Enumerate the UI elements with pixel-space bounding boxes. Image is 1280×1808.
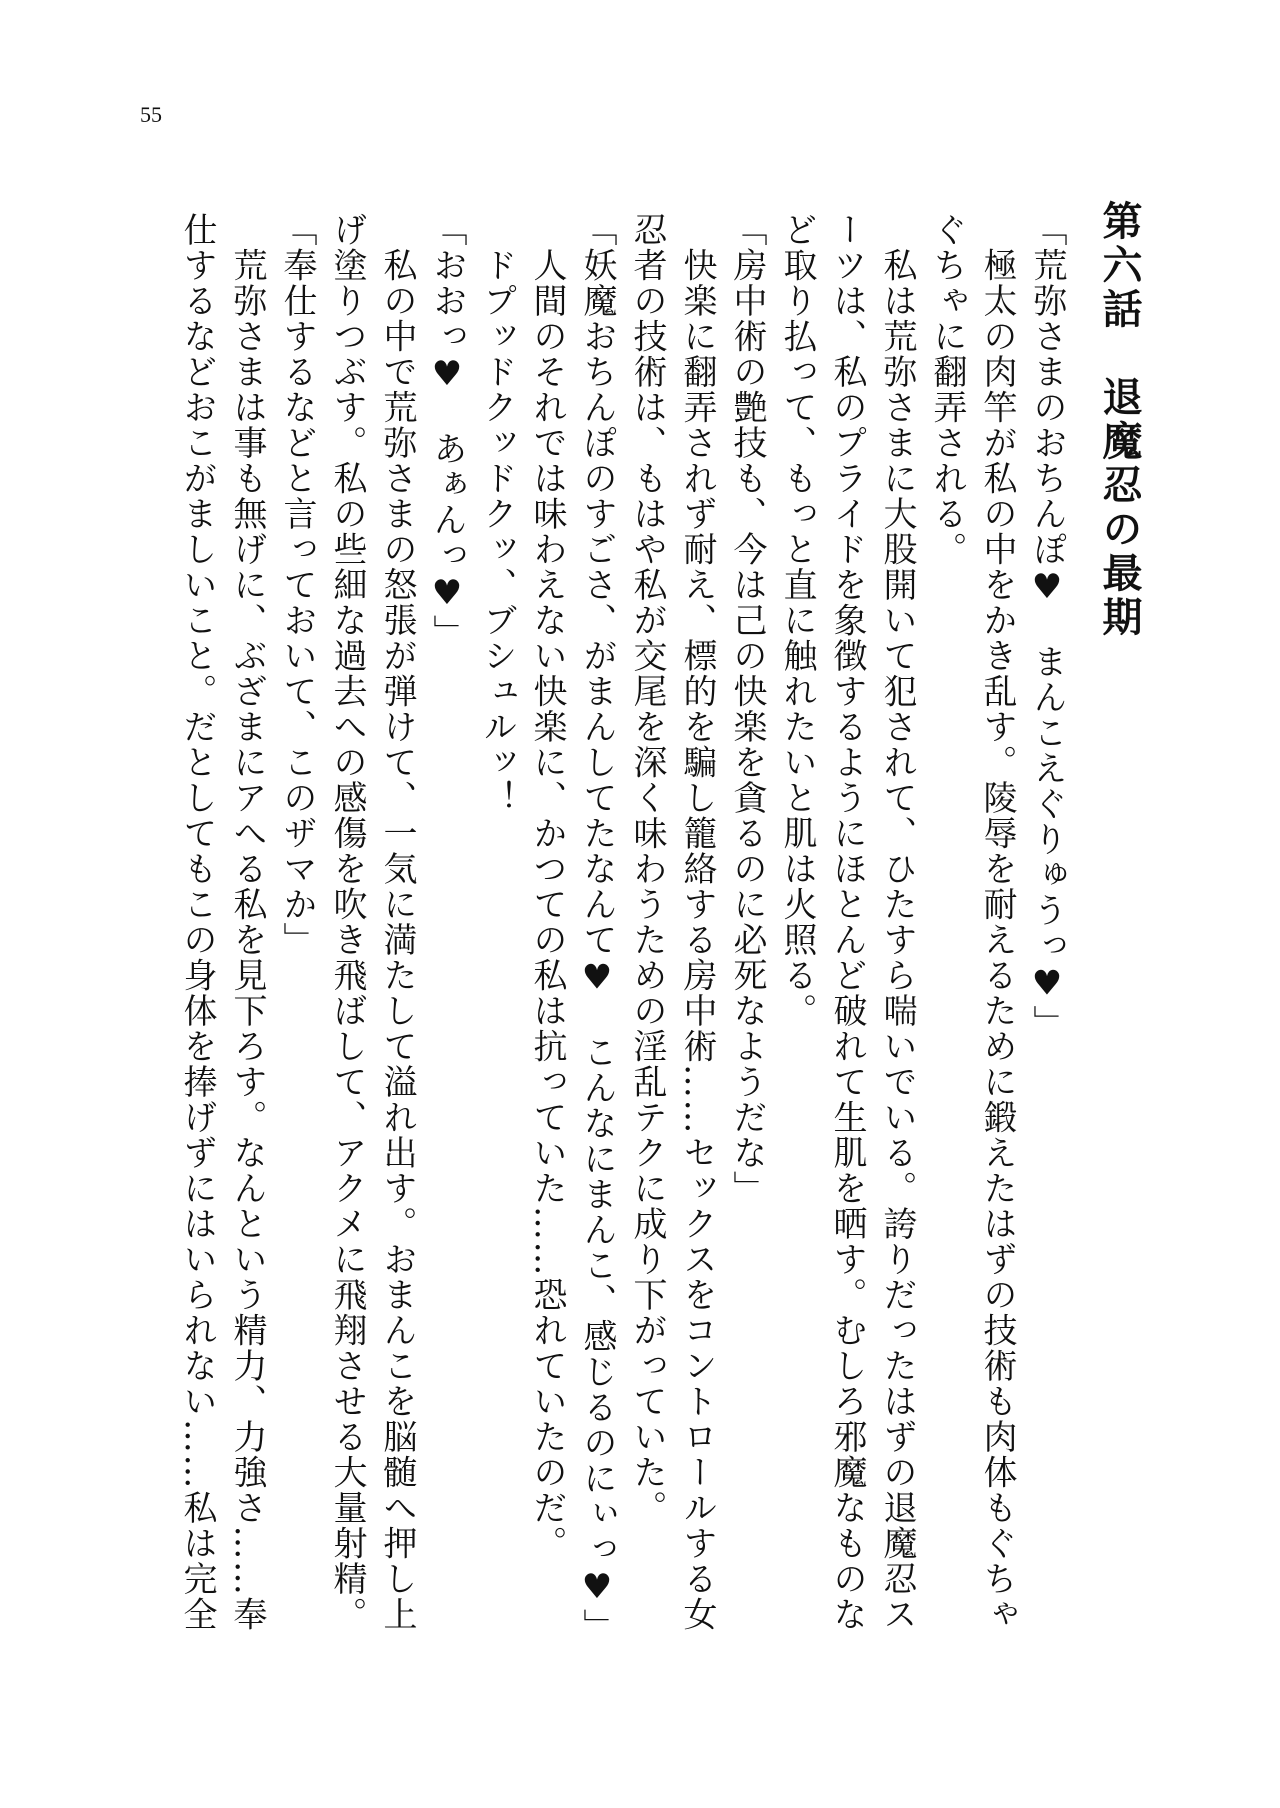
text-line: 「おおっ♥ あぁんっ♥」 xyxy=(427,212,467,650)
chapter-title: 第六話 退魔忍の最期 xyxy=(1096,200,1143,640)
text-line: 忍者の技術は、もはや私が交尾を深く味わうための淫乱テクに成り下がっていた。 xyxy=(627,212,667,1526)
text-line: ぐちゃに翻弄される。 xyxy=(927,212,967,567)
body-text xyxy=(172,200,1167,1660)
text-line: 「荒弥さまのおちんぽ♥ まんこえぐりゅうっ♥」 xyxy=(1027,212,1067,1041)
text-line: 極太の肉竿が私の中をかき乱す。陵辱を耐えるために鍛えたはずの技術も肉体もぐちゃ xyxy=(977,212,1017,1632)
text-line: 「房中術の艶技も、今は己の快楽を貪るのに必死なようだな」 xyxy=(727,212,767,1206)
page-number: 55 xyxy=(140,102,162,127)
text-line: げ塗りつぶす。私の些細な過去への感傷を吹き飛ばして、アクメに飛翔させる大量射精。 xyxy=(327,212,367,1632)
text-line: 「奉仕するなどと言っておいて、このザマか」 xyxy=(277,212,317,958)
text-line: 私の中で荒弥さまの怒張が弾けて、一気に満たして溢れ出す。おまんこを脳髄へ押し上 xyxy=(377,212,417,1632)
text-line: ど取り払って、もっと直に触れたいと肌は火照る。 xyxy=(777,212,817,1029)
text-line: 人間のそれでは味わえない快楽に、かつての私は抗っていた……恐れていたのだ。 xyxy=(527,212,567,1561)
text-line: 快楽に翻弄されず耐え、標的を騙し籠絡する房中術……セックスをコントロールする女 xyxy=(677,212,717,1632)
text-line: ドプッドクッドクッ、ブシュルッ！ xyxy=(477,212,517,816)
text-line: ーツは、私のプライドを象徴するようにほとんど破れて生肌を晒す。むしろ邪魔なものな xyxy=(827,212,867,1632)
text-line: 「妖魔おちんぽのすごさ、がまんしてたなんて♥ こんなにまんこ、感じるのにぃっ♥」 xyxy=(577,212,617,1644)
text-line: 荒弥さまは事も無げに、ぶざまにアへる私を見下ろす。なんという精力、力強さ……奉 xyxy=(227,212,267,1632)
text-line: 私は荒弥さまに大股開いて犯されて、ひたすら喘いでいる。誇りだったはずの退魔忍ス xyxy=(877,212,917,1632)
text-line: 仕するなどおこがましいこと。だとしてもこの身体を捧げずにはいられない……私は完全 xyxy=(177,212,217,1632)
